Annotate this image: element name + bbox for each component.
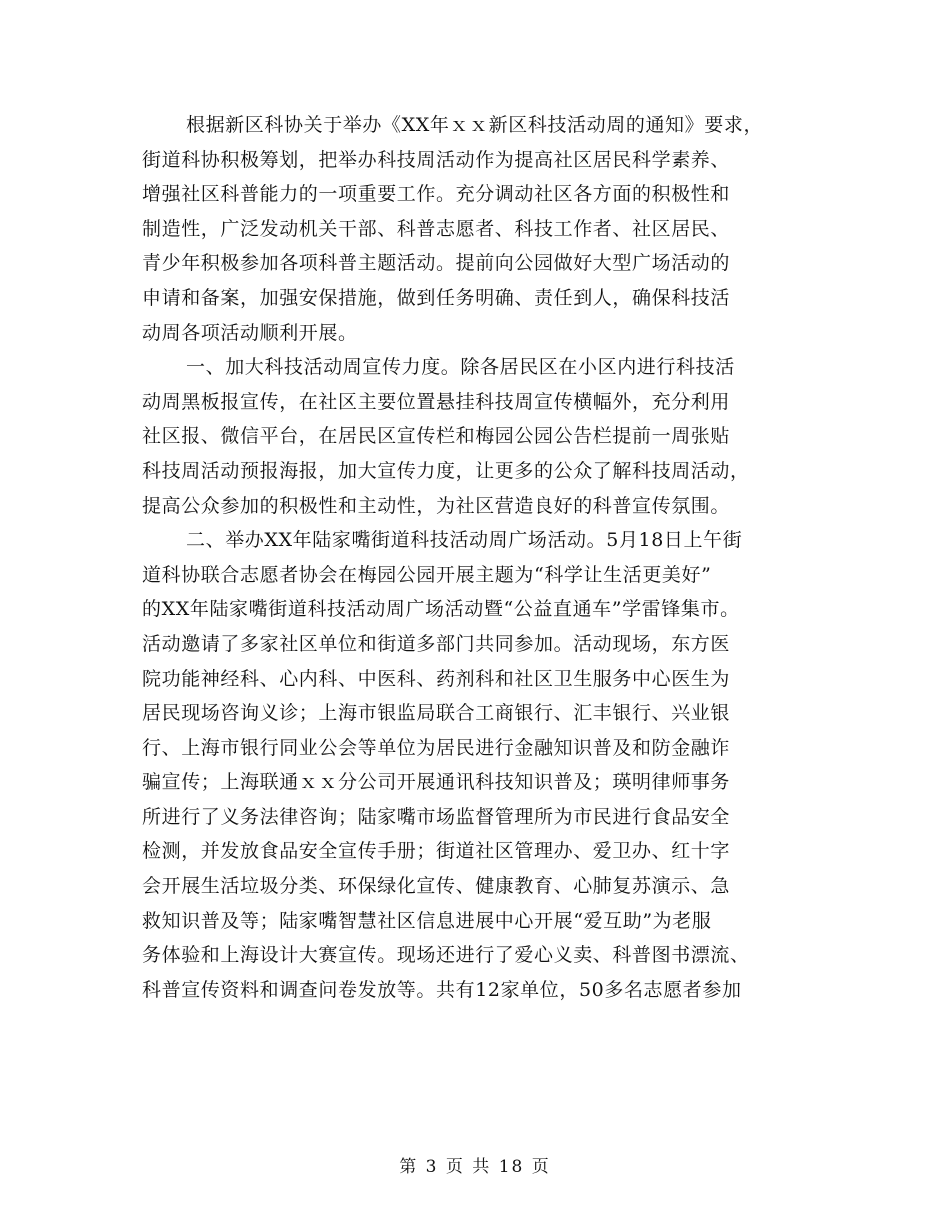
text-line: 青少年积极参加各项科普主题活动。提前向公园做好大型广场活动的 (142, 252, 731, 275)
text-line: 街道科协积极筹划，把举办科技周活动作为提高社区居民科学素养、 (142, 148, 731, 171)
text-line: 科技周活动预报海报，加大宣传力度，让更多的公众了解科技周活动， (142, 459, 750, 482)
text-line: 提高公众参加的积极性和主动性，为社区营造良好的科普宣传氛围。 (142, 494, 731, 517)
text-line: 会开展生活垃圾分类、环保绿化宣传、健康教育、心肺复苏演示、急 (142, 875, 731, 898)
text-line: 居民现场咨询义诊；上海市银监局联合工商银行、汇丰银行、兴业银 (142, 702, 731, 725)
text-line: 活动邀请了多家社区单位和街道多部门共同参加。活动现场，东方医 (142, 632, 731, 655)
text-line: 检测，并发放食品安全宣传手册；街道社区管理办、爱卫办、红十字 (142, 840, 731, 863)
text-line: 申请和备案，加强安保措施，做到任务明确、责任到人，确保科技活 (142, 286, 731, 309)
text-line: 救知识普及等；陆家嘴智慧社区信息进展中心开展“爱互助”为老服 (142, 909, 712, 932)
text-line: 的XX年陆家嘴街道科技活动周广场活动暨“公益直通车”学雷锋集市。 (142, 598, 740, 621)
text-line: 科普宣传资料和调查问卷发放等。共有12家单位，50多名志愿者参加 (142, 978, 742, 1001)
text-line: 所进行了义务法律咨询；陆家嘴市场监督管理所为市民进行食品安全 (142, 805, 731, 828)
text-line: 二、举办XX年陆家嘴街道科技活动周广场活动。5月18日上午街 (186, 529, 743, 552)
text-line: 动周各项活动顺利开展。 (142, 321, 358, 344)
text-line: 一、加大科技活动周宣传力度。除各居民区在小区内进行科技活 (186, 356, 735, 379)
text-line: 动周黑板报宣传，在社区主要位置悬挂科技周宣传横幅外，充分利用 (142, 390, 731, 413)
text-line: 社区报、微信平台，在居民区宣传栏和梅园公园公告栏提前一周张贴 (142, 425, 731, 448)
text-line: 道科协联合志愿者协会在梅园公园开展主题为“科学让生活更美好” (142, 563, 712, 586)
text-line: 根据新区科协关于举办《XX年ｘｘ新区科技活动周的通知》要求， (186, 114, 764, 136)
text-line: 行、上海市银行同业公会等单位为居民进行金融知识普及和防金融诈 (142, 736, 731, 759)
text-line: 务体验和上海设计大赛宣传。现场还进行了爱心义卖、科普图书漂流、 (142, 944, 750, 967)
text-line: 院功能神经科、心内科、中医科、药剂科和社区卫生服务中心医生为 (142, 667, 731, 690)
text-line: 骗宣传；上海联通ｘｘ分公司开展通讯科技知识普及；瑛明律师事务 (142, 771, 731, 794)
document-body (142, 108, 822, 1007)
page-number-footer: 第 3 页 共 18 页 (399, 1157, 551, 1177)
text-line: 增强社区科普能力的一项重要工作。充分调动社区各方面的积极性和 (142, 183, 731, 206)
text-line: 制造性，广泛发动机关干部、科普志愿者、科技工作者、社区居民、 (142, 217, 731, 240)
